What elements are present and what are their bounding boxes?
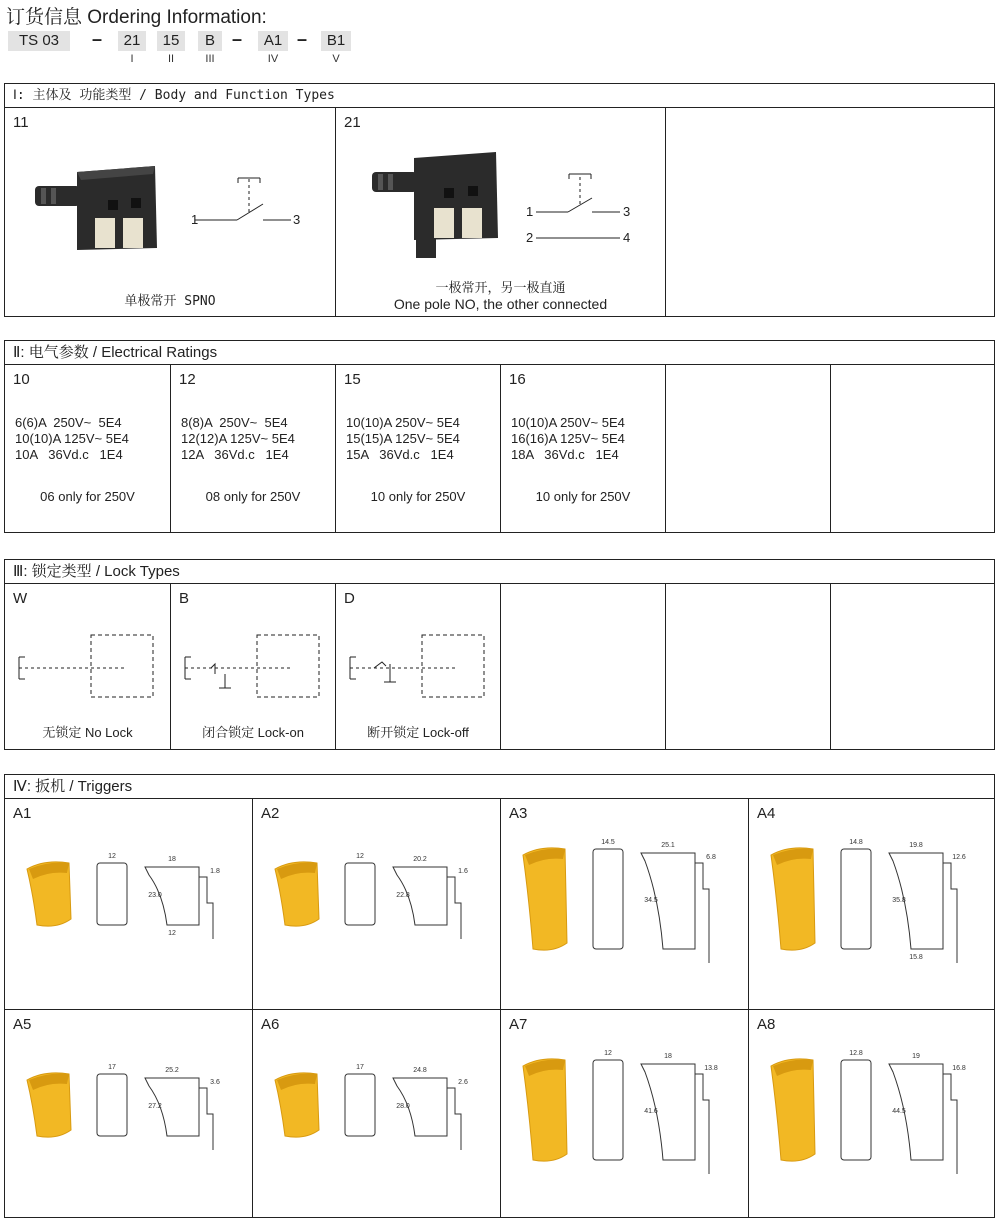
dimension-label: 17: [356, 1064, 364, 1071]
lock-code: W: [13, 590, 28, 607]
front-view: [97, 1074, 127, 1136]
code-dash: –: [92, 29, 103, 49]
roman-label: III: [205, 53, 215, 65]
section-title: Ⅳ: 扳机 / Triggers: [5, 775, 994, 799]
front-view: [97, 863, 127, 925]
rating-note: 10 only for 250V: [535, 489, 631, 504]
terminal-1: 1: [526, 204, 534, 219]
empty-cell: [666, 584, 831, 749]
empty-cell: [666, 108, 994, 316]
trigger-cell: [253, 799, 501, 1009]
trigger-cell: [253, 1010, 501, 1217]
dimension-label: 19.8: [909, 842, 923, 849]
dimension-label: 12: [604, 1050, 612, 1057]
code-trigger: A1: [258, 31, 288, 51]
dimension-label: 35.8: [892, 897, 906, 904]
rating-code: 16: [509, 371, 526, 388]
trigger-cell: [5, 1010, 253, 1217]
dimension-label: 24.8: [413, 1067, 427, 1074]
trigger-drawing: [501, 799, 749, 1009]
dimension-label: 12: [168, 930, 176, 937]
lock-type-d: [336, 584, 501, 749]
page-title: 订货信息 Ordering Information:: [6, 7, 267, 28]
trigger-code: A7: [509, 1016, 528, 1033]
dimension-label: 18: [168, 856, 176, 863]
trigger-code: A6: [261, 1016, 280, 1033]
body-type-caption-cn: 一极常开，另一极直通: [435, 280, 566, 295]
trigger-drawing: [5, 799, 253, 1009]
empty-cell: [831, 365, 994, 532]
section-title: Ⅰ: 主体及 功能类型 / Body and Function Types: [5, 84, 994, 108]
body-type-caption-en: One pole NO, the other connected: [393, 296, 608, 312]
shaft-profile: [447, 877, 461, 939]
rating-spec: 10(10)A 250V~ 5E4 16(16)A 125V~ 5E4 18A 36Vd.c 1E4: [511, 415, 625, 462]
lock-type-w: [5, 584, 171, 749]
empty-cell: [831, 584, 994, 749]
section-triggers: [4, 774, 995, 1218]
shaft-profile: [199, 1088, 213, 1150]
shaft-profile: [695, 863, 709, 963]
rating-code: 12: [179, 371, 196, 388]
dimension-label: 6.8: [706, 854, 716, 861]
dimension-label: 44.5: [892, 1108, 906, 1115]
rating-10: [5, 365, 171, 532]
dimension-label: 20.2: [413, 856, 427, 863]
dimension-label: 34.5: [644, 897, 658, 904]
rating-spec: 10(10)A 250V~ 5E4 15(15)A 125V~ 5E4 15A 36Vd.c 1E4: [346, 415, 460, 462]
dimension-label: 27.2: [148, 1103, 162, 1110]
trigger-cell: [749, 1010, 994, 1217]
roman-label: II: [167, 53, 175, 65]
empty-cell: [666, 365, 831, 532]
code-dash: –: [297, 29, 308, 49]
lock-caption: 无锁定 No Lock: [42, 725, 133, 740]
shaft-profile: [199, 877, 213, 939]
trigger-cell: [501, 1010, 749, 1217]
trigger-drawing: [501, 1010, 749, 1217]
rating-spec: 6(6)A 250V~ 5E4 10(10)A 125V~ 5E4 10A 36Vd.c 1E4: [15, 415, 129, 462]
front-view: [593, 1060, 623, 1160]
dimension-label: 12.6: [952, 854, 966, 861]
dimension-label: 16.8: [952, 1065, 966, 1072]
rating-12: [171, 365, 336, 532]
rating-note: 10 only for 250V: [370, 489, 466, 504]
trigger-code: A4: [757, 805, 776, 822]
code-rating: 15: [157, 31, 185, 51]
terminal-3: 3: [623, 204, 631, 219]
front-view: [345, 863, 375, 925]
rating-15: [336, 365, 501, 532]
trigger-cell: [749, 799, 994, 1009]
rating-code: 15: [344, 371, 361, 388]
code-body: 21: [118, 31, 146, 51]
trigger-drawing: [5, 1010, 253, 1217]
dimension-label: 13.8: [704, 1065, 718, 1072]
rating-code: 10: [13, 371, 30, 388]
trigger-drawing: [253, 1010, 501, 1217]
terminal-4: 4: [623, 230, 631, 245]
section-electrical-ratings: [4, 340, 995, 533]
dimension-label: 3.6: [210, 1079, 220, 1086]
dimension-label: 14.8: [849, 839, 863, 846]
trigger-cell: [5, 799, 253, 1009]
dimension-label: 12: [108, 853, 116, 860]
body-type-21: [336, 108, 666, 316]
lock-code: B: [179, 590, 190, 607]
rating-note: 08 only for 250V: [205, 489, 301, 504]
shaft-profile: [447, 1088, 461, 1150]
trigger-drawing: [253, 799, 501, 1009]
dimension-label: 22.8: [396, 892, 410, 899]
lock-code: D: [344, 590, 355, 607]
empty-cell: [501, 584, 666, 749]
shaft-profile: [695, 1074, 709, 1174]
terminal-3: 3: [293, 212, 301, 227]
lock-type-b: [171, 584, 336, 749]
lock-caption: 闭合锁定 Lock-on: [202, 725, 304, 740]
dimension-label: 15.8: [909, 954, 923, 961]
trigger-drawing: [749, 1010, 994, 1217]
terminal-2: 2: [526, 230, 534, 245]
shaft-profile: [943, 1074, 957, 1174]
code-series: TS 03: [8, 31, 70, 51]
dimension-label: 17: [108, 1064, 116, 1071]
code-option: B1: [321, 31, 351, 51]
roman-label: I: [130, 53, 134, 65]
body-type-11: [5, 108, 336, 316]
dimension-label: 25.1: [661, 842, 675, 849]
body-type-code: 21: [344, 114, 361, 131]
roman-label: V: [332, 53, 340, 65]
trigger-cell: [501, 799, 749, 1009]
shaft-profile: [943, 863, 957, 963]
trigger-code: A3: [509, 805, 528, 822]
body-type-code: 11: [13, 114, 29, 131]
dimension-label: 41.6: [644, 1108, 658, 1115]
code-dash: –: [232, 29, 243, 49]
section-body-function-types: [4, 83, 995, 317]
dimension-label: 1.8: [210, 868, 220, 875]
rating-16: [501, 365, 666, 532]
dimension-label: 25.2: [165, 1067, 179, 1074]
trigger-code: A8: [757, 1016, 776, 1033]
trigger-drawing: [749, 799, 994, 1009]
trigger-code: A1: [13, 805, 32, 822]
rating-note: 06 only for 250V: [40, 489, 135, 504]
front-view: [345, 1074, 375, 1136]
trigger-code: A2: [261, 805, 280, 822]
roman-label: IV: [267, 53, 279, 65]
lock-caption: 断开锁定 Lock-off: [367, 725, 469, 740]
dimension-label: 18: [664, 1053, 672, 1060]
dimension-label: 12.8: [849, 1050, 863, 1057]
dimension-label: 28.0: [396, 1103, 410, 1110]
dimension-label: 14.5: [601, 839, 615, 846]
front-view: [841, 1060, 871, 1160]
section-lock-types: [4, 559, 995, 750]
dimension-label: 23.0: [148, 892, 162, 899]
dimension-label: 12: [356, 853, 364, 860]
trigger-code: A5: [13, 1016, 32, 1033]
section-title: Ⅱ: 电气参数 / Electrical Ratings: [5, 341, 994, 365]
dimension-label: 19: [912, 1053, 920, 1060]
front-view: [841, 849, 871, 949]
spno-schematic: [5, 108, 336, 316]
body-type-caption: 单极常开 SPNO: [124, 294, 216, 309]
code-lock: B: [198, 31, 222, 51]
dimension-label: 2.6: [458, 1079, 468, 1086]
terminal-1: 1: [191, 212, 199, 227]
front-view: [593, 849, 623, 949]
section-title: Ⅲ: 锁定类型 / Lock Types: [5, 560, 994, 584]
rating-spec: 8(8)A 250V~ 5E4 12(12)A 125V~ 5E4 12A 36Vd.c 1E4: [181, 415, 295, 462]
dimension-label: 1.6: [458, 868, 468, 875]
